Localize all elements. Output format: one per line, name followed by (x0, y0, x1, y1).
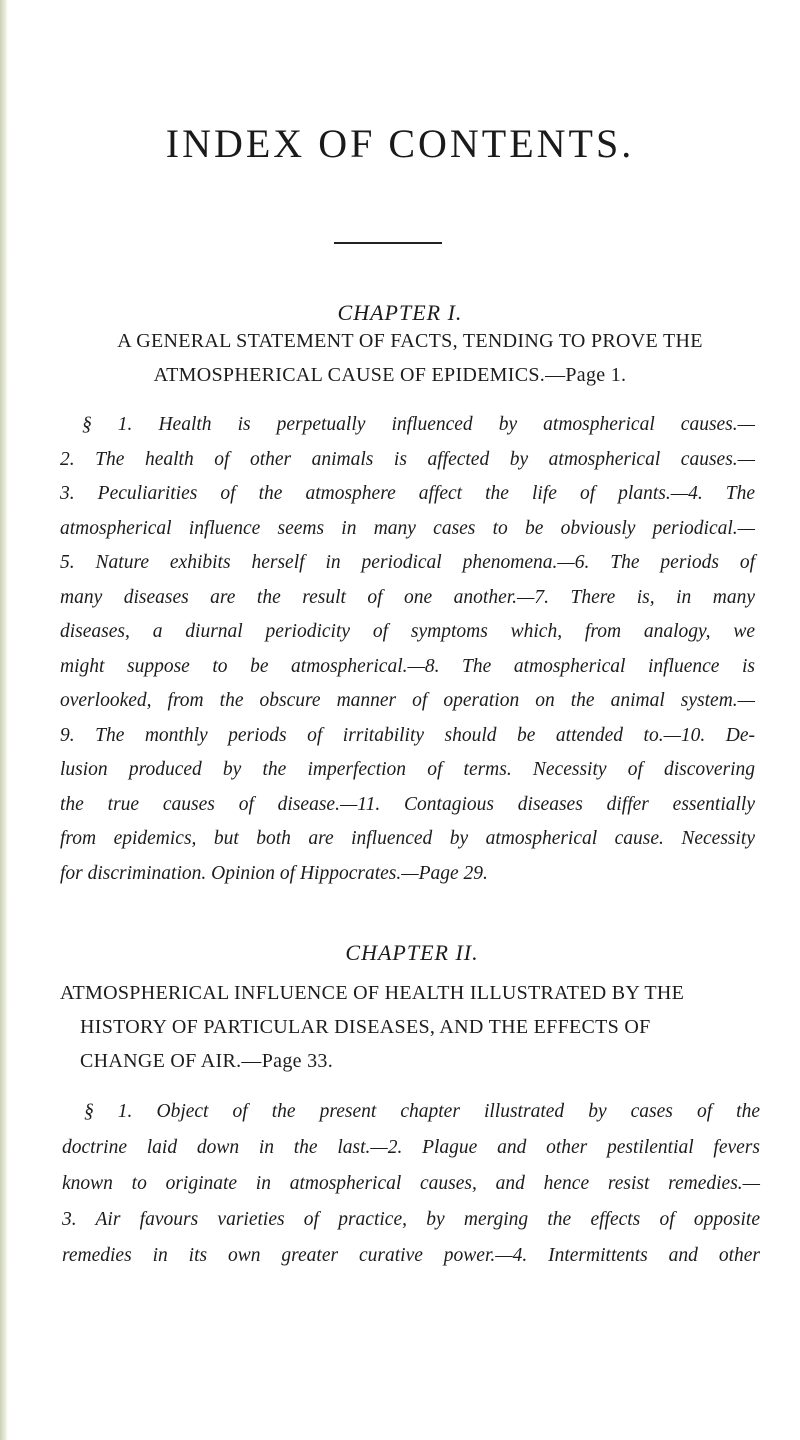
chapter-1-label: CHAPTER I. (337, 300, 463, 325)
summary-line: atmospherical influence seems in many cases to be obviously periodical.— (60, 517, 755, 539)
summary-line: remedies in its own greater curative power.—4. Intermittents and other (62, 1245, 760, 1266)
summary-line: § 1. Object of the present chapter illustrated by cases of the (84, 1101, 760, 1122)
summary-line: many diseases are the result of one another.—7. There is, in many (60, 586, 755, 608)
summary-line: 9. The monthly periods of irritability should be attended to.—10. De- (60, 724, 755, 746)
summary-line: § 1. Health is perpetually influenced by atmospherical causes.— (82, 414, 755, 435)
chapter-1-heading-line: ATMOSPHERICAL CAUSE OF EPIDEMICS.—Page 1. (153, 364, 627, 386)
summary-line: doctrine laid down in the last.—2. Plague and other pestilential fevers (62, 1137, 760, 1158)
summary-line: the true causes of disease.—11. Contagious diseases differ essentially (60, 793, 755, 815)
page-title: INDEX OF CONTENTS. (165, 121, 635, 166)
summary-line: lusion produced by the imperfection of terms. Necessity of discovering (60, 759, 755, 780)
page-spine-edge (0, 0, 8, 1440)
chapter-1-heading-line: A GENERAL STATEMENT OF FACTS, TENDING TO PROVE THE (117, 330, 703, 352)
chapter-2-heading-line: HISTORY OF PARTICULAR DISEASES, AND THE EFFECTS OF (80, 1016, 651, 1038)
chapter-2-heading (60, 976, 760, 1078)
chapter-1-heading (60, 324, 760, 392)
summary-line: overlooked, from the obscure manner of operation on the animal system.— (60, 690, 755, 711)
summary-line: 3. Peculiarities of the atmosphere affect the life of plants.—4. The (60, 483, 755, 504)
summary-line: from epidemics, but both are influenced by atmospherical cause. Necessity (60, 828, 755, 849)
chapter-1-summary (60, 408, 755, 891)
title-rule (334, 242, 442, 244)
summary-line: 2. The health of other animals is affected by atmospherical causes.— (60, 448, 755, 470)
summary-line: 5. Nature exhibits herself in periodical phenomena.—6. The periods of (60, 552, 755, 573)
chapter-2-summary (62, 1094, 760, 1274)
chapter-2-heading-line: ATMOSPHERICAL INFLUENCE OF HEALTH ILLUSTRATED BY THE (60, 982, 685, 1004)
chapter-2-label: CHAPTER II. (345, 940, 479, 965)
summary-line: 3. Air favours varieties of practice, by merging the effects of opposite (62, 1209, 760, 1230)
summary-line: might suppose to be atmospherical.—8. The atmospherical influence is (60, 655, 755, 677)
summary-line: known to originate in atmospherical causes, and hence resist remedies.— (62, 1173, 760, 1194)
chapter-2-heading-line: CHANGE OF AIR.—Page 33. (80, 1050, 334, 1072)
summary-line: for discrimination. Opinion of Hippocrates.—Page 29. (60, 862, 488, 884)
summary-line: diseases, a diurnal periodicity of symptoms which, from analogy, we (60, 621, 755, 642)
